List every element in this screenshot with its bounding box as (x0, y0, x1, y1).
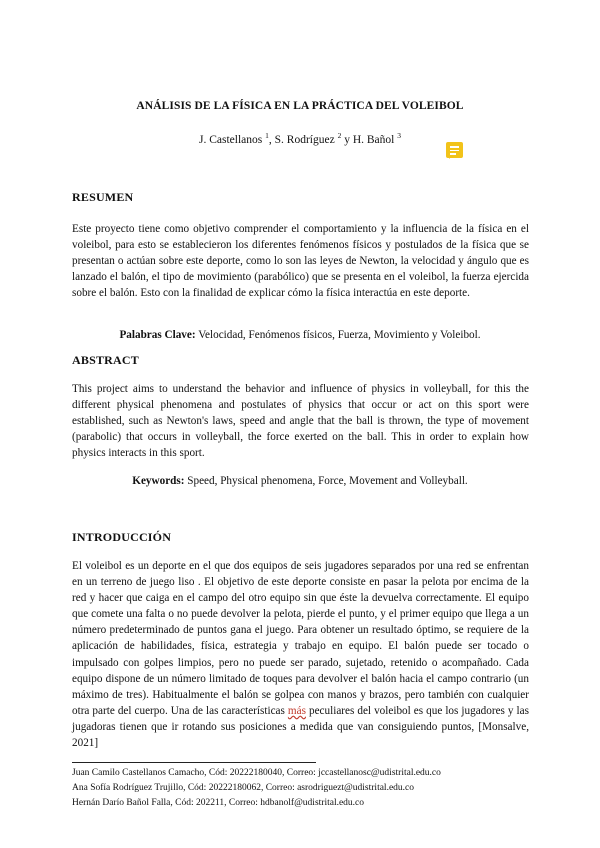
author-name: S. Rodríguez (274, 134, 335, 146)
footnote: Ana Sofía Rodríguez Trujillo, Cód: 20222180062, Correo: asrodriguezt@udistrital.edu.co (72, 783, 414, 793)
author-name: H. Bañol (352, 134, 395, 146)
author-name: J. Castellanos (199, 134, 263, 146)
footnote-rule (72, 762, 316, 763)
keywords-label: Palabras Clave: (119, 329, 196, 341)
abstract-keywords (0, 473, 600, 489)
resumen-heading: RESUMEN (72, 190, 134, 204)
comment-icon[interactable] (446, 142, 463, 158)
author-line (0, 131, 600, 146)
author-affiliation: 1 (265, 131, 269, 140)
comment-tail (449, 155, 453, 159)
abstract-paragraph: This project aims to understand the behavior and influence of physics in volleyball, for this the different physical phenomena and postulates of physics that occur or act on this sport were established, such as Newton's laws, speed and angle that the ball is thrown, the type of movement (parabolic) that occurs in volleyball, the force exerted on the ball. This in order to explain how physics interacts in this sport. (72, 383, 529, 460)
spellcheck-flagged-word: más (287, 704, 306, 717)
comment-line (450, 150, 459, 152)
footnote: Hernán Darío Bañol Falla, Cód: 202211, Correo: hdbanolf@udistrital.edu.co (72, 798, 365, 808)
comment-line (450, 146, 459, 148)
paper-title: ANÁLISIS DE LA FÍSICA EN LA PRÁCTICA DEL VOLEIBOL (136, 100, 464, 112)
resumen-paragraph: Este proyecto tiene como objetivo comprender el comportamiento y la influencia de la física en el voleibol, para esto se establecieron los diferentes fenómenos físicos y postulados de la física que se presentan o actúan sobre este deporte, como lo son las leyes de Newton, la velocidad y ángulo que es lanzado el balón, el tipo de movimiento (parabólico) que se presenta en el voleibol, la fuerza ejercida sobre el balón. Esto con la finalidad de explicar cómo la física interactúa en este deporte. (72, 223, 529, 300)
footnote: Juan Camilo Castellanos Camacho, Cód: 20222180040, Correo: jccastellanosc@udistrital.edu.co (72, 768, 441, 778)
keywords-text: Velocidad, Fenómenos físicos, Fuerza, Movimiento y Voleibol. (195, 329, 481, 341)
author-affiliation: 3 (397, 131, 401, 140)
abstract-heading: ABSTRACT (72, 353, 139, 367)
introduccion-paragraph (72, 558, 529, 751)
author-affiliation: 2 (337, 131, 342, 140)
keywords-text: Speed, Physical phenomena, Force, Movement and Volleyball. (184, 475, 468, 487)
resumen-keywords (0, 327, 600, 343)
author-separator: , (268, 134, 275, 146)
intro-text: El voleibol es un deporte en el que dos equipos de seis jugadores separados por una red se enfrentan en un terreno de juego liso . El objetivo de este deporte consiste en pasar la pelota por encima de la red y hacer que caiga en el campo del otro equipo sin que éste la devuelva correctamente. El equipo que comete una falta o no puede devolver la pelota, pierde el punto, y el primer equipo que llega a un número predeterminado de puntos gana el juego. Para obtener un resultado óptimo, se requiere de la aplicación de habilidades, física, estrategia y trabajo en equipo. El balón puede ser tocado o impulsado con golpes limpios, pero no puede ser parado, sujetado, retenido o acompañado. Cada equipo dispone de un número limitado de toques para devolver el balón hacia el campo contrario (un máximo de tres). Habitualmente el balón se golpea con manos y brazos, pero también con cualquier otra parte del cuerpo. Una de las características (72, 560, 529, 717)
keywords-label: Keywords: (132, 475, 185, 487)
intro-text: peculiares del voleibol es que los jugadores y las jugadoras tienen que ir rotando sus posiciones a medida que van consiguiendo puntos, [Monsalve, 2021] (72, 704, 529, 750)
author-separator: y (341, 134, 353, 146)
introduccion-heading: INTRODUCCIÓN (72, 530, 172, 544)
